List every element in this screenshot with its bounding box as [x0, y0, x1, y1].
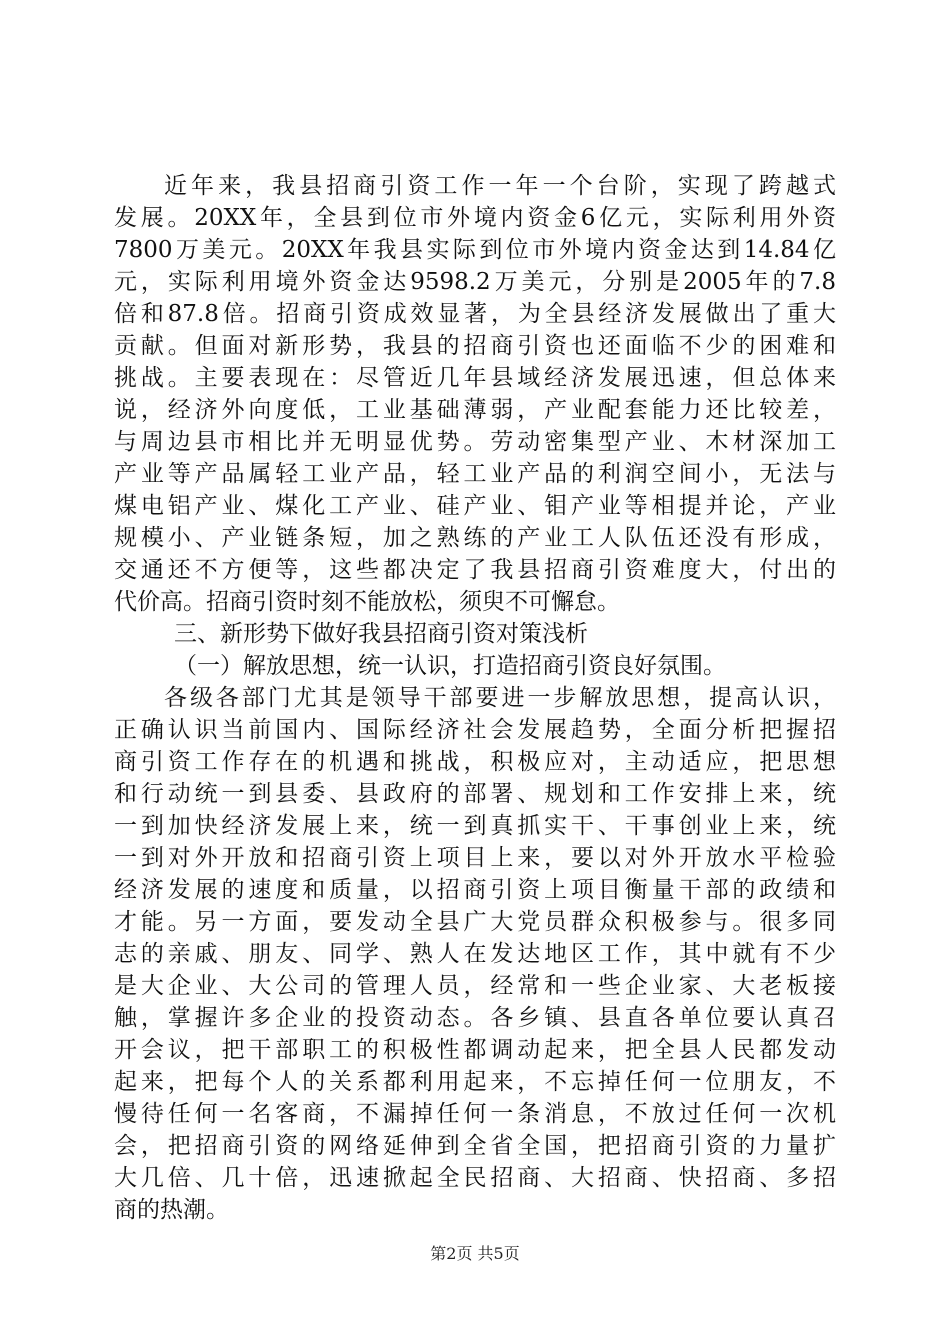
text-line: 煤电铝产业、煤化工产业、硅产业、钼产业等相提并论，产业 — [114, 493, 836, 519]
text-line: 近年来，我县招商引资工作一年一个台阶，实现了跨越式 — [164, 173, 836, 199]
subsection-heading: （一）解放思想，统一认识，打造招商引资良好氛围。 — [174, 653, 726, 679]
text-line: 贡献。但面对新形势，我县的招商引资也还面临不少的困难和 — [114, 333, 836, 359]
text-line: 一到加快经济发展上来，统一到真抓实干、干事创业上来，统 — [114, 813, 836, 839]
text-line: 起来，把每个人的关系都利用起来，不忘掉任何一位朋友，不 — [114, 1069, 836, 1095]
text-line: 发展。20XX年，全县到位市外境内资金6亿元，实际利用外资 — [114, 205, 836, 231]
page-number: 第2页 共5页 — [430, 1244, 520, 1263]
text-line: 志的亲戚、朋友、同学、熟人在发达地区工作，其中就有不少 — [114, 941, 836, 967]
text-line: 挑战。主要表现在：尽管近几年县域经济发展迅速，但总体来 — [114, 365, 836, 391]
text-line: 交通还不方便等，这些都决定了我县招商引资难度大，付出的 — [114, 557, 836, 583]
text-line: 慢待任何一名客商，不漏掉任何一条消息，不放过任何一次机 — [114, 1101, 836, 1127]
section-heading: 三、新形势下做好我县招商引资对策浅析 — [174, 621, 588, 647]
text-line: 商的热潮。 — [114, 1197, 229, 1223]
text-line: 倍和87.8倍。招商引资成效显著，为全县经济发展做出了重大 — [114, 301, 836, 327]
text-line: 开会议，把干部职工的积极性都调动起来，把全县人民都发动 — [114, 1037, 836, 1063]
text-line: 大几倍、几十倍，迅速掀起全民招商、大招商、快招商、多招 — [114, 1165, 836, 1191]
text-line: 商引资工作存在的机遇和挑战，积极应对，主动适应，把思想 — [114, 749, 836, 775]
text-line: 7800万美元。20XX年我县实际到位市外境内资金达到14.84亿 — [114, 237, 836, 263]
text-line: 规模小、产业链条短，加之熟练的产业工人队伍还没有形成， — [114, 525, 836, 551]
text-line: 会，把招商引资的网络延伸到全省全国，把招商引资的力量扩 — [114, 1133, 836, 1159]
text-line: 触，掌握许多企业的投资动态。各乡镇、县直各单位要认真召 — [114, 1005, 836, 1031]
page-footer — [0, 1244, 950, 1264]
text-line: 和行动统一到县委、县政府的部署、规划和工作安排上来，统 — [114, 781, 836, 807]
text-line: 是大企业、大公司的管理人员，经常和一些企业家、大老板接 — [114, 973, 836, 999]
body-text — [114, 170, 836, 1226]
text-line: 才能。另一方面，要发动全县广大党员群众积极参与。很多同 — [114, 909, 836, 935]
text-line: 与周边县市相比并无明显优势。劳动密集型产业、木材深加工 — [114, 429, 836, 455]
text-line: 一到对外开放和招商引资上项目上来，要以对外开放水平检验 — [114, 845, 836, 871]
text-line: 元，实际利用境外资金达9598.2万美元，分别是2005年的7.8 — [114, 269, 836, 295]
text-line: 正确认识当前国内、国际经济社会发展趋势，全面分析把握招 — [114, 717, 836, 743]
text-line: 产业等产品属轻工业产品，轻工业产品的利润空间小，无法与 — [114, 461, 836, 487]
text-line: 各级各部门尤其是领导干部要进一步解放思想，提高认识， — [164, 685, 836, 711]
text-line: 说，经济外向度低，工业基础薄弱，产业配套能力还比较差， — [114, 397, 836, 423]
text-line: 经济发展的速度和质量，以招商引资上项目衡量干部的政绩和 — [114, 877, 836, 903]
text-line: 代价高。招商引资时刻不能放松，须臾不可懈怠。 — [114, 589, 620, 615]
